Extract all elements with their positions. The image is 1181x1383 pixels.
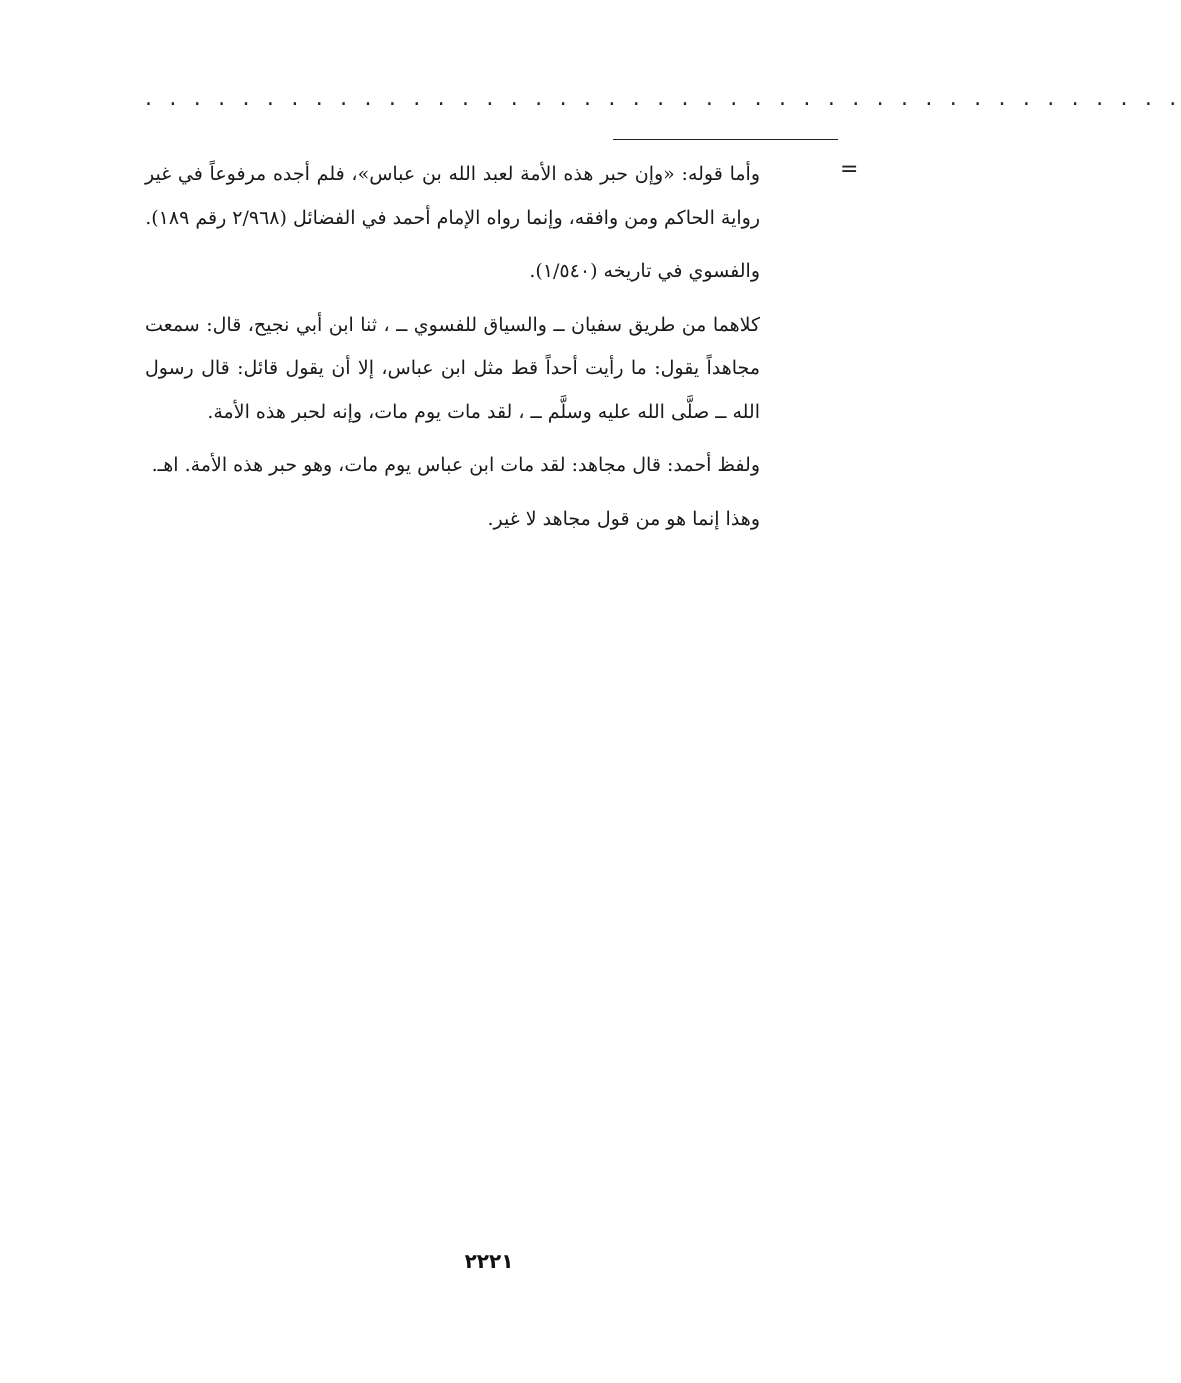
- footnote-separator-rule: [613, 139, 838, 140]
- footnote-paragraph: وهذا إنما هو من قول مجاهد لا غير.: [487, 507, 760, 530]
- footnote-paragraph: وأما قوله: «وإن حبر هذه الأمة لعبد الله بن عباس»، فلم أجده مرفوعاً في غير رواية الحاكم ومن وافقه، وإنما رواه الإمام أحمد في الفضائل (٢/٩٦٨ رقم ١٨٩).: [145, 163, 760, 229]
- header-dot-leader: . . . . . . . . . . . . . . . . . . . . . . . . . . . . . . . . . . . . . . . . . . .: [145, 86, 1181, 111]
- footnote-continuation-mark: =: [840, 157, 859, 182]
- footnote-paragraph: كلاهما من طريق سفيان ــ والسياق للفسوي ــ ، ثنا ابن أبي نجيح، قال: سمعت مجاهداً يقول: ما رأيت أحداً قط مثل ابن عباس، إلا أن يقول قائل: قال رسول الله ــ صلَّى الله عليه وسلَّم ــ ، لقد مات يوم مات، وإنه لحبر هذه الأمة.: [145, 313, 760, 423]
- page-number: ٢٢٢١: [464, 1249, 514, 1273]
- footnote-body: [145, 153, 760, 551]
- footnote-paragraph: والفسوي في تاريخه (١/٥٤٠).: [529, 260, 760, 282]
- footnote-paragraph: ولفظ أحمد: قال مجاهد: لقد مات ابن عباس يوم مات، وهو حبر هذه الأمة. اهـ.: [151, 454, 760, 476]
